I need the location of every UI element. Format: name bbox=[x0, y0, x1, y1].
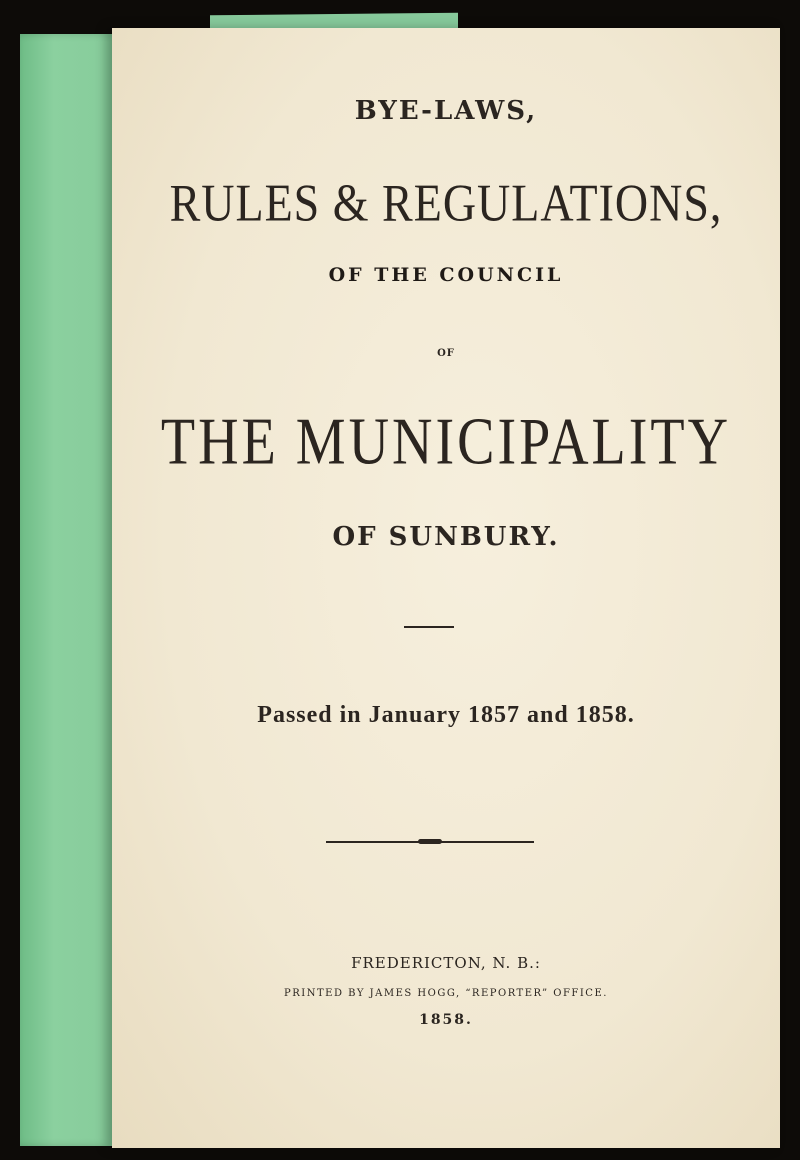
title-of: OF bbox=[437, 348, 455, 359]
title-the-municipality: THE MUNICIPALITY bbox=[160, 404, 732, 480]
title-of-the-council: OF THE COUNCIL bbox=[328, 264, 564, 286]
title-rules-regulations: RULES & REGULATIONS, bbox=[169, 173, 723, 232]
imprint-year: 1858. bbox=[419, 1012, 473, 1028]
short-divider-rule bbox=[404, 626, 454, 628]
imprint-printer: PRINTED BY JAMES HOGG, “REPORTER” OFFICE. bbox=[284, 988, 608, 999]
title-bye-laws: BYE-LAWS, bbox=[354, 96, 538, 126]
title-of-sunbury: OF SUNBURY. bbox=[332, 522, 560, 552]
passed-date-line: Passed in January 1857 and 1858. bbox=[257, 702, 635, 728]
title-page bbox=[112, 28, 780, 1148]
imprint-place: FREDERICTON, N. B.: bbox=[351, 954, 541, 972]
ornamental-divider-rule bbox=[326, 838, 534, 846]
